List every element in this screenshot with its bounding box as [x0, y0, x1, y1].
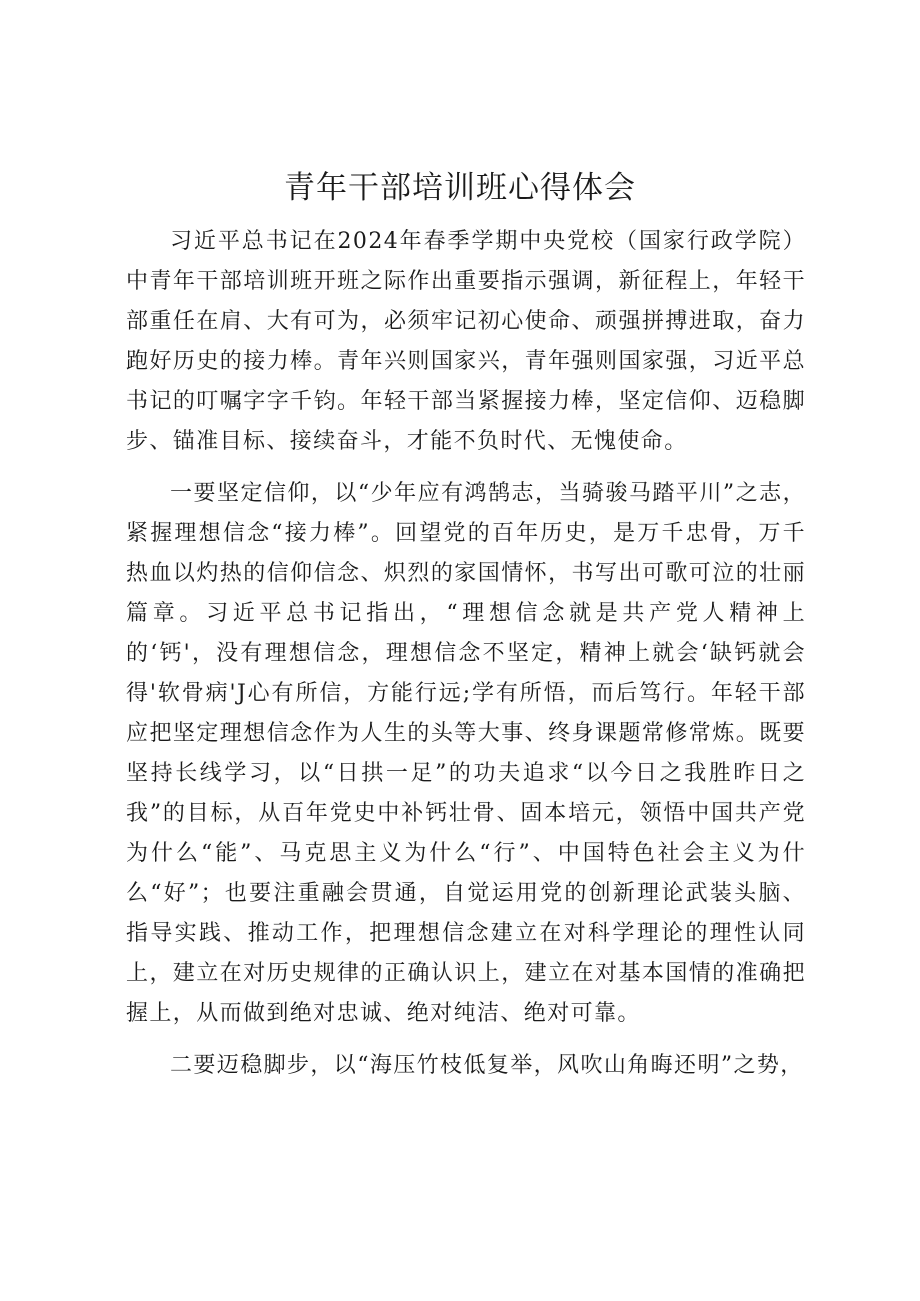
- paragraph-firm-belief: 一要坚定信仰，以“少年应有鸿鹄志，当骑骏马踏平川”之志，紧握理想信念“接力棒”。回望党的百年历史，是万千忠骨，万千热血以灼热的信仰信念、炽烈的家国情怀，书写出可歌可泣的壮丽篇章。习近平总书记指出，“理想信念就是共产党人精神上的‘钙'，没有理想信念，理想信念不坚定，精神上就会‘缺钙就会得'软骨病'J心有所信，方能行远;学有所悟，而后笃行。年轻干部应把坚定理想信念作为人生的头等大事、终身课题常修常炼。既要坚持长线学习，以“日拱一足”的功夫追求“以今日之我胜昨日之我”的目标，从百年党史中补钙壮骨、固本培元，领悟中国共产党为什么“能”、马克思主义为什么“行”、中国特色社会主义为什么“好”；也要注重融会贯通，自觉运用党的创新理论武装头脑、指导实践、推动工作，把理想信念建立在对科学理论的理性认同上，建立在对历史规律的正确认识上，建立在对基本国情的准确把握上，从而做到绝对忠诚、绝对纯洁、绝对可靠。: [126, 481, 806, 1026]
- paragraph-steady-steps: 二要迈稳脚步，以“海压竹枝低复举，风吹山角晦还明”之势，: [170, 1053, 804, 1078]
- document-body: [126, 222, 806, 1098]
- document-title: 青年干部培训班心得体会: [284, 170, 636, 206]
- paragraph-intro: 习近平总书记在2024年春季学期中央党校（国家行政学院）中青年干部培训班开班之际作出重要指示强调，新征程上，年轻干部重任在肩、大有可为，必须牢记初心使命、顽强拼搏进取，奋力跑好历史的接力棒。青年兴则国家兴，青年强则国家强，习近平总书记的叮嘱字字千钧。年轻干部当紧握接力棒，坚定信仰、迈稳脚步、锚准目标、接续奋斗，才能不负时代、无愧使命。: [126, 229, 806, 454]
